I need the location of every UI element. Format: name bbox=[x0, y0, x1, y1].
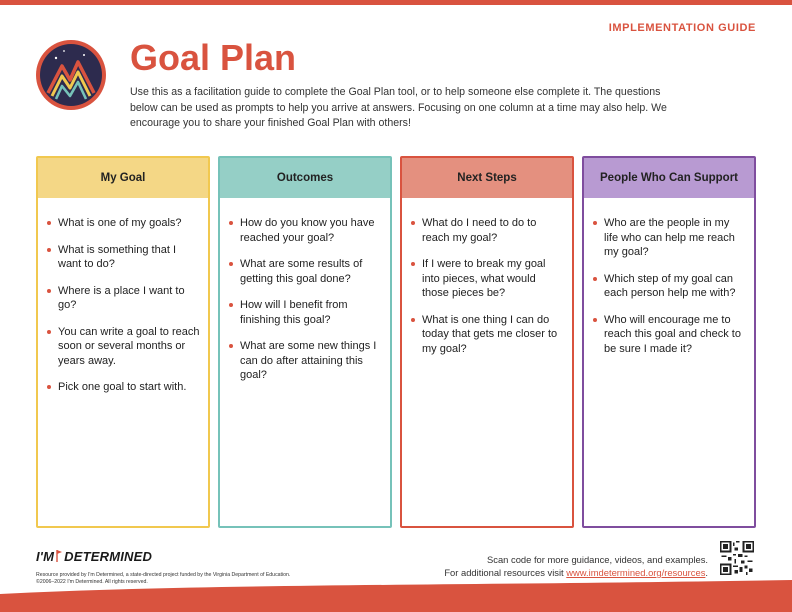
fine-print-line: ©2006–2022 I'm Determined. All rights reserved. bbox=[36, 579, 148, 585]
list-item: Where is a place I want to go? bbox=[46, 284, 200, 313]
brand-text-right: DETERMINED bbox=[64, 549, 153, 564]
column-outcomes bbox=[218, 156, 392, 528]
brand-logo bbox=[36, 549, 152, 564]
list-item: How do you know you have reached your goal? bbox=[228, 216, 382, 245]
list-item: What are some results of getting this goal done? bbox=[228, 257, 382, 286]
flag-mark-icon bbox=[55, 549, 63, 563]
prompt-list bbox=[220, 198, 390, 383]
section-kicker: IMPLEMENTATION GUIDE bbox=[608, 22, 756, 34]
resources-prefix: For additional resources visit bbox=[444, 567, 567, 578]
resources-line bbox=[444, 566, 708, 579]
prompt-list bbox=[38, 198, 208, 395]
list-item: What is one of my goals? bbox=[46, 216, 200, 231]
list-item: If I were to break my goal into pieces, what would those pieces be? bbox=[410, 257, 564, 301]
list-item: What are some new things I can do after attaining this goal? bbox=[228, 339, 382, 383]
list-item: What is something that I want to do? bbox=[46, 243, 200, 272]
list-item: Who will encourage me to reach this goal and check to be sure I made it? bbox=[592, 313, 746, 357]
prompt-list bbox=[584, 198, 754, 356]
list-item: You can write a goal to reach soon or several months or years away. bbox=[46, 325, 200, 369]
goal-plan-columns bbox=[36, 156, 756, 528]
column-header: My Goal bbox=[38, 158, 208, 198]
prompt-list bbox=[402, 198, 572, 356]
column-header: Next Steps bbox=[402, 158, 572, 198]
resources-suffix: . bbox=[705, 567, 708, 578]
top-accent-bar bbox=[0, 0, 792, 5]
mountain-logo-icon bbox=[34, 38, 108, 112]
column-people-who-can-support bbox=[582, 156, 756, 528]
list-item: How will I benefit from finishing this goal? bbox=[228, 298, 382, 327]
column-my-goal bbox=[36, 156, 210, 528]
qr-code-icon[interactable] bbox=[720, 541, 754, 575]
column-header: People Who Can Support bbox=[584, 158, 754, 198]
list-item: Which step of my goal can each person help me with? bbox=[592, 272, 746, 301]
column-next-steps bbox=[400, 156, 574, 528]
brand-text-left: I'M bbox=[36, 549, 55, 564]
page-title: Goal Plan bbox=[130, 37, 297, 78]
intro-paragraph: Use this as a facilitation guide to complete the Goal Plan tool, or to help someone else complete it. The questions below can be used as prompts to help you arrive at answers. Focusing on one column at a time may also help. We encourage you to share your finished Goal Plan with others! bbox=[130, 86, 667, 129]
list-item: What is one thing I can do today that gets me closer to my goal? bbox=[410, 313, 564, 357]
column-header: Outcomes bbox=[220, 158, 390, 198]
fine-print-line: Resource provided by I'm Determined, a state-directed project funded by the Virginia Department of Education. bbox=[36, 572, 291, 578]
list-item: Pick one goal to start with. bbox=[46, 380, 200, 395]
list-item: Who are the people in my life who can help me reach my goal? bbox=[592, 216, 746, 260]
resources-link[interactable]: www.imdetermined.org/resources bbox=[566, 567, 706, 578]
list-item: What do I need to do to reach my goal? bbox=[410, 216, 564, 245]
scan-note bbox=[444, 553, 708, 579]
bottom-wave-decoration bbox=[0, 580, 792, 612]
scan-line: Scan code for more guidance, videos, and examples. bbox=[487, 554, 708, 565]
